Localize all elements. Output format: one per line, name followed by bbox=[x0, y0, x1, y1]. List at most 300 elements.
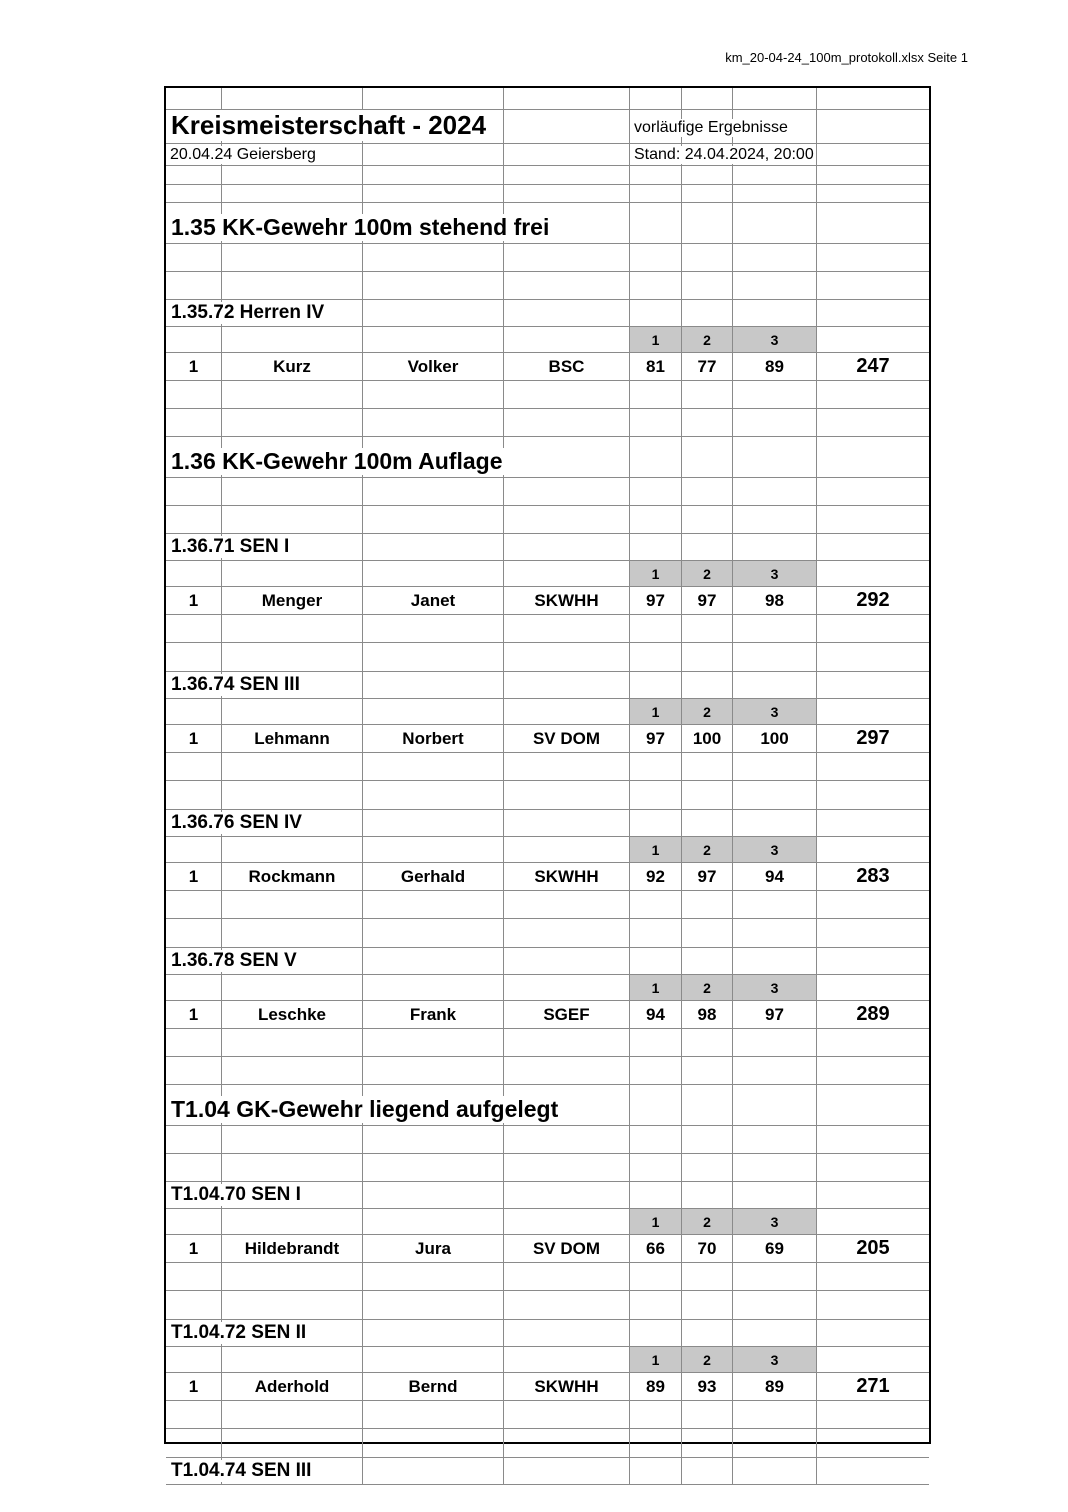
last-name: Lehmann bbox=[222, 725, 363, 752]
total-score: 271 bbox=[856, 1375, 890, 1397]
cell bbox=[733, 781, 817, 809]
cell bbox=[363, 409, 504, 436]
cell bbox=[817, 381, 929, 408]
cell bbox=[817, 185, 929, 202]
cell bbox=[222, 506, 363, 533]
cell bbox=[166, 166, 222, 184]
shot-3-score: 97 bbox=[733, 1001, 817, 1028]
shot-3-score: 100 bbox=[733, 725, 817, 752]
cell bbox=[222, 185, 363, 202]
cell bbox=[630, 672, 682, 698]
cell bbox=[222, 1401, 363, 1428]
group-title: T1.04.72 SEN II bbox=[171, 1322, 310, 1344]
cell bbox=[363, 699, 504, 724]
first-name: Jura bbox=[363, 1235, 504, 1262]
total-score: 283 bbox=[856, 865, 890, 887]
cell bbox=[166, 1029, 222, 1056]
cell bbox=[504, 166, 630, 184]
cell bbox=[733, 1401, 817, 1428]
club: SKWHH bbox=[504, 1373, 630, 1400]
cell bbox=[166, 753, 222, 780]
group-row bbox=[166, 948, 929, 975]
cell bbox=[733, 409, 817, 436]
cell bbox=[733, 185, 817, 202]
empty-row bbox=[166, 506, 929, 534]
cell bbox=[817, 1347, 929, 1372]
last-name: Hildebrandt bbox=[222, 1235, 363, 1262]
empty-row bbox=[166, 88, 929, 110]
cell bbox=[504, 1154, 630, 1181]
cell bbox=[682, 891, 733, 918]
cell bbox=[817, 244, 929, 271]
shot-1-score: 97 bbox=[630, 587, 682, 614]
cell bbox=[682, 437, 733, 477]
cell bbox=[817, 615, 929, 642]
cell bbox=[630, 381, 682, 408]
cell bbox=[222, 1154, 363, 1181]
cell bbox=[630, 919, 682, 947]
group-row bbox=[166, 1458, 929, 1485]
place: 1 bbox=[166, 1001, 222, 1028]
cell bbox=[504, 1401, 630, 1428]
cell bbox=[733, 1320, 817, 1346]
cell bbox=[166, 506, 222, 533]
cell bbox=[222, 975, 363, 1000]
cell bbox=[363, 1154, 504, 1181]
shots-header-row bbox=[166, 699, 929, 725]
shot-3-score: 89 bbox=[733, 353, 817, 380]
first-name: Gerhald bbox=[363, 863, 504, 890]
cell bbox=[817, 300, 929, 326]
cell bbox=[504, 110, 630, 143]
cell bbox=[363, 506, 504, 533]
cell bbox=[630, 1182, 682, 1208]
cell bbox=[630, 810, 682, 836]
cell bbox=[682, 203, 733, 243]
event-date-location: 20.04.24 Geiersberg bbox=[170, 146, 320, 164]
cell bbox=[682, 1029, 733, 1056]
cell bbox=[363, 891, 504, 918]
cell bbox=[630, 88, 682, 109]
shot-1-score: 81 bbox=[630, 353, 682, 380]
cell bbox=[817, 1291, 929, 1319]
cell bbox=[630, 437, 682, 477]
shot-2-score: 100 bbox=[682, 725, 733, 752]
cell bbox=[733, 1458, 817, 1484]
cell bbox=[682, 1320, 733, 1346]
cell bbox=[733, 1029, 817, 1056]
cell bbox=[733, 948, 817, 974]
cell bbox=[166, 1126, 222, 1153]
cell bbox=[682, 534, 733, 560]
result-row bbox=[166, 1373, 929, 1401]
shot-1-score: 66 bbox=[630, 1235, 682, 1262]
cell bbox=[363, 1029, 504, 1056]
cell bbox=[630, 1263, 682, 1290]
empty-row bbox=[166, 1291, 929, 1320]
group-row bbox=[166, 672, 929, 699]
shot-1-label: 1 bbox=[630, 327, 682, 352]
shots-header-row bbox=[166, 975, 929, 1001]
shot-3-label: 3 bbox=[733, 327, 817, 352]
cell bbox=[733, 506, 817, 533]
cell bbox=[166, 1401, 222, 1428]
cell bbox=[817, 837, 929, 862]
cell bbox=[504, 1057, 630, 1084]
cell bbox=[504, 381, 630, 408]
cell bbox=[817, 1429, 929, 1457]
shots-header-row bbox=[166, 327, 929, 353]
shot-3-label: 3 bbox=[733, 975, 817, 1000]
section-row bbox=[166, 437, 929, 478]
empty-row bbox=[166, 781, 929, 810]
cell bbox=[222, 1057, 363, 1084]
cell bbox=[504, 891, 630, 918]
cell bbox=[504, 615, 630, 642]
cell bbox=[222, 753, 363, 780]
cell bbox=[504, 437, 630, 477]
cell bbox=[817, 1154, 929, 1181]
cell bbox=[817, 110, 929, 143]
shot-2-score: 70 bbox=[682, 1235, 733, 1262]
last-name: Leschke bbox=[222, 1001, 363, 1028]
cell bbox=[222, 244, 363, 271]
cell bbox=[682, 409, 733, 436]
cell bbox=[504, 1182, 630, 1208]
cell bbox=[222, 919, 363, 947]
cell bbox=[504, 327, 630, 352]
cell bbox=[682, 300, 733, 326]
result-row bbox=[166, 587, 929, 615]
empty-row bbox=[166, 1029, 929, 1057]
cell bbox=[630, 478, 682, 505]
empty-row bbox=[166, 1126, 929, 1154]
cell bbox=[733, 166, 817, 184]
cell bbox=[817, 753, 929, 780]
cell bbox=[733, 615, 817, 642]
cell bbox=[504, 409, 630, 436]
cell bbox=[222, 837, 363, 862]
shot-1-score: 89 bbox=[630, 1373, 682, 1400]
cell bbox=[682, 753, 733, 780]
cell bbox=[733, 534, 817, 560]
cell bbox=[363, 975, 504, 1000]
last-name: Aderhold bbox=[222, 1373, 363, 1400]
page-header: km_20-04-24_100m_protokoll.xlsx Seite 1 bbox=[725, 50, 968, 65]
total-score: 297 bbox=[856, 727, 890, 749]
cell bbox=[817, 1057, 929, 1084]
shot-2-label: 2 bbox=[682, 327, 733, 352]
club: BSC bbox=[504, 353, 630, 380]
cell bbox=[817, 203, 929, 243]
cell bbox=[682, 672, 733, 698]
place: 1 bbox=[166, 725, 222, 752]
cell bbox=[817, 948, 929, 974]
shot-1-label: 1 bbox=[630, 1209, 682, 1234]
cell bbox=[363, 948, 504, 974]
cell bbox=[630, 643, 682, 671]
cell bbox=[166, 88, 222, 109]
cell bbox=[630, 1154, 682, 1181]
empty-row bbox=[166, 1263, 929, 1291]
cell bbox=[363, 561, 504, 586]
cell bbox=[682, 478, 733, 505]
cell bbox=[817, 88, 929, 109]
shot-3-label: 3 bbox=[733, 561, 817, 586]
cell bbox=[733, 203, 817, 243]
cell bbox=[630, 534, 682, 560]
last-name: Rockmann bbox=[222, 863, 363, 890]
cell bbox=[682, 185, 733, 202]
cell bbox=[630, 409, 682, 436]
cell bbox=[222, 381, 363, 408]
cell bbox=[733, 643, 817, 671]
cell bbox=[682, 1085, 733, 1125]
result-row bbox=[166, 725, 929, 753]
cell bbox=[363, 1209, 504, 1234]
cell bbox=[630, 1057, 682, 1084]
cell bbox=[733, 1291, 817, 1319]
cell bbox=[166, 643, 222, 671]
cell bbox=[817, 781, 929, 809]
shot-3-score: 98 bbox=[733, 587, 817, 614]
cell bbox=[817, 561, 929, 586]
cell bbox=[363, 1429, 504, 1457]
section-title: 1.35 KK-Gewehr 100m stehend frei bbox=[171, 214, 553, 241]
cell bbox=[733, 919, 817, 947]
cell bbox=[166, 891, 222, 918]
cell bbox=[682, 1154, 733, 1181]
cell bbox=[363, 672, 504, 698]
cell bbox=[504, 244, 630, 271]
cell bbox=[363, 185, 504, 202]
cell bbox=[817, 327, 929, 352]
cell bbox=[733, 1182, 817, 1208]
cell bbox=[817, 810, 929, 836]
club: SKWHH bbox=[504, 863, 630, 890]
cell bbox=[363, 1458, 504, 1484]
empty-row bbox=[166, 1429, 929, 1458]
cell bbox=[817, 919, 929, 947]
cell bbox=[817, 1126, 929, 1153]
cell bbox=[504, 1209, 630, 1234]
cell bbox=[630, 185, 682, 202]
cell bbox=[817, 1320, 929, 1346]
cell bbox=[630, 891, 682, 918]
first-name: Frank bbox=[363, 1001, 504, 1028]
shot-3-label: 3 bbox=[733, 837, 817, 862]
cell bbox=[733, 437, 817, 477]
cell bbox=[166, 1263, 222, 1290]
cell bbox=[733, 300, 817, 326]
shot-1-label: 1 bbox=[630, 699, 682, 724]
first-name: Volker bbox=[363, 353, 504, 380]
cell bbox=[817, 534, 929, 560]
cell bbox=[682, 244, 733, 271]
cell bbox=[630, 1085, 682, 1125]
cell bbox=[504, 1126, 630, 1153]
cell bbox=[363, 272, 504, 299]
shot-2-score: 93 bbox=[682, 1373, 733, 1400]
empty-row bbox=[166, 272, 929, 300]
cell bbox=[363, 534, 504, 560]
cell bbox=[504, 753, 630, 780]
shot-2-label: 2 bbox=[682, 975, 733, 1000]
cell bbox=[682, 1291, 733, 1319]
total-score: 292 bbox=[856, 589, 890, 611]
shot-1-score: 97 bbox=[630, 725, 682, 752]
cell bbox=[363, 1263, 504, 1290]
shots-header-row bbox=[166, 1209, 929, 1235]
cell bbox=[682, 88, 733, 109]
cell bbox=[733, 88, 817, 109]
cell bbox=[682, 1401, 733, 1428]
place: 1 bbox=[166, 587, 222, 614]
cell bbox=[363, 300, 504, 326]
shot-3-score: 69 bbox=[733, 1235, 817, 1262]
total-score: 205 bbox=[856, 1237, 890, 1259]
total-score: 247 bbox=[856, 355, 890, 377]
shot-2-label: 2 bbox=[682, 1347, 733, 1372]
cell bbox=[504, 781, 630, 809]
cell bbox=[682, 1458, 733, 1484]
cell bbox=[222, 166, 363, 184]
cell bbox=[682, 166, 733, 184]
cell bbox=[630, 615, 682, 642]
cell bbox=[222, 1263, 363, 1290]
cell bbox=[504, 699, 630, 724]
empty-row bbox=[166, 753, 929, 781]
shot-1-score: 94 bbox=[630, 1001, 682, 1028]
cell bbox=[733, 1154, 817, 1181]
cell bbox=[682, 1263, 733, 1290]
shot-2-label: 2 bbox=[682, 699, 733, 724]
shot-1-score: 92 bbox=[630, 863, 682, 890]
cell bbox=[504, 1263, 630, 1290]
cell bbox=[733, 1429, 817, 1457]
cell bbox=[363, 1182, 504, 1208]
cell bbox=[682, 919, 733, 947]
empty-row bbox=[166, 409, 929, 437]
cell bbox=[504, 144, 630, 165]
cell bbox=[166, 244, 222, 271]
empty-row bbox=[166, 891, 929, 919]
cell bbox=[682, 1429, 733, 1457]
shot-2-label: 2 bbox=[682, 561, 733, 586]
empty-row bbox=[166, 166, 929, 185]
cell bbox=[682, 1126, 733, 1153]
cell bbox=[222, 1429, 363, 1457]
cell bbox=[817, 1401, 929, 1428]
cell bbox=[817, 144, 929, 165]
shot-2-label: 2 bbox=[682, 1209, 733, 1234]
cell bbox=[733, 381, 817, 408]
cell bbox=[363, 1126, 504, 1153]
cell bbox=[817, 1085, 929, 1125]
cell bbox=[817, 478, 929, 505]
cell bbox=[733, 753, 817, 780]
subtitle-row bbox=[166, 144, 929, 166]
cell bbox=[166, 781, 222, 809]
cell bbox=[682, 381, 733, 408]
cell bbox=[504, 185, 630, 202]
cell bbox=[166, 975, 222, 1000]
cell bbox=[630, 1291, 682, 1319]
cell bbox=[166, 1429, 222, 1457]
cell bbox=[817, 437, 929, 477]
shot-1-label: 1 bbox=[630, 975, 682, 1000]
shots-header-row bbox=[166, 837, 929, 863]
cell bbox=[222, 643, 363, 671]
cell bbox=[504, 948, 630, 974]
cell bbox=[222, 1029, 363, 1056]
group-row bbox=[166, 1320, 929, 1347]
cell bbox=[817, 891, 929, 918]
cell bbox=[817, 643, 929, 671]
sheet-title: Kreismeisterschaft - 2024 bbox=[171, 110, 490, 141]
cell bbox=[363, 244, 504, 271]
section-row bbox=[166, 1085, 929, 1126]
cell bbox=[504, 272, 630, 299]
cell bbox=[630, 1126, 682, 1153]
shot-2-score: 77 bbox=[682, 353, 733, 380]
cell bbox=[817, 1458, 929, 1484]
group-title: T1.04.70 SEN I bbox=[171, 1184, 305, 1206]
group-title: 1.36.74 SEN III bbox=[171, 674, 304, 696]
empty-row bbox=[166, 381, 929, 409]
cell bbox=[504, 300, 630, 326]
last-name: Menger bbox=[222, 587, 363, 614]
first-name: Norbert bbox=[363, 725, 504, 752]
cell bbox=[682, 643, 733, 671]
group-title: 1.36.76 SEN IV bbox=[171, 812, 306, 834]
cell bbox=[630, 1458, 682, 1484]
cell bbox=[363, 327, 504, 352]
shot-2-score: 97 bbox=[682, 863, 733, 890]
cell bbox=[504, 1458, 630, 1484]
cell bbox=[166, 1057, 222, 1084]
cell bbox=[733, 810, 817, 836]
cell bbox=[682, 1057, 733, 1084]
cell bbox=[363, 1291, 504, 1319]
shot-2-label: 2 bbox=[682, 837, 733, 862]
cell bbox=[504, 672, 630, 698]
cell bbox=[630, 166, 682, 184]
cell bbox=[166, 1209, 222, 1234]
stand-timestamp: Stand: 24.04.2024, 20:00 bbox=[634, 146, 814, 163]
result-row bbox=[166, 1001, 929, 1029]
cell bbox=[363, 781, 504, 809]
shot-3-score: 89 bbox=[733, 1373, 817, 1400]
cell bbox=[817, 699, 929, 724]
cell bbox=[222, 699, 363, 724]
section-title: 1.36 KK-Gewehr 100m Auflage bbox=[171, 448, 507, 475]
place: 1 bbox=[166, 353, 222, 380]
cell bbox=[733, 891, 817, 918]
first-name: Janet bbox=[363, 587, 504, 614]
club: SV DOM bbox=[504, 725, 630, 752]
cell bbox=[222, 1126, 363, 1153]
cell bbox=[504, 919, 630, 947]
cell bbox=[166, 561, 222, 586]
cell bbox=[682, 506, 733, 533]
cell bbox=[504, 88, 630, 109]
cell bbox=[166, 1291, 222, 1319]
cell bbox=[817, 272, 929, 299]
cell bbox=[733, 1085, 817, 1125]
cell bbox=[733, 1126, 817, 1153]
cell bbox=[222, 272, 363, 299]
